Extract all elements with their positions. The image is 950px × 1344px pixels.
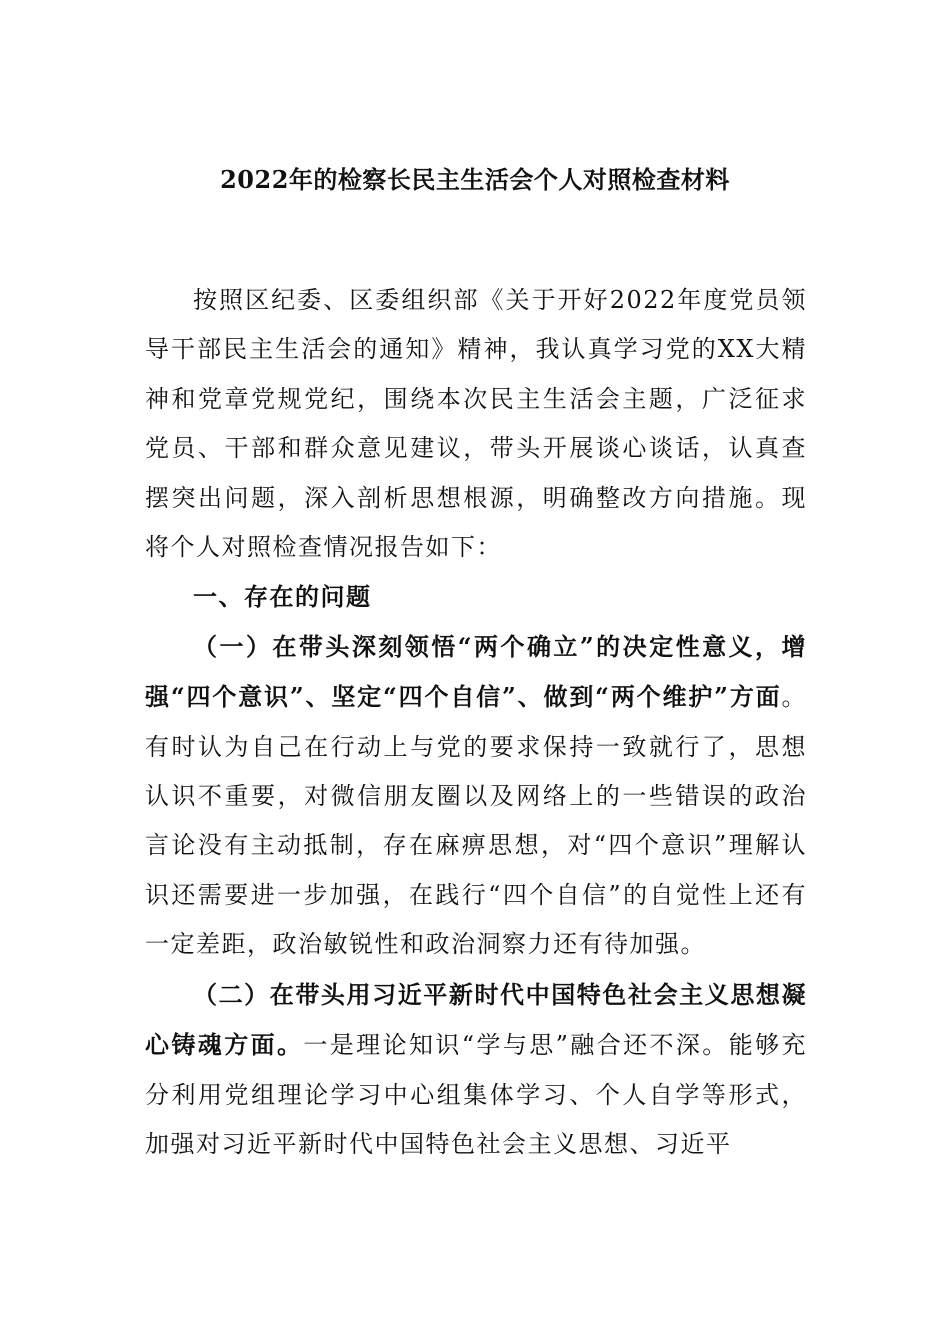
document-body: [145, 276, 807, 1169]
problem-item-1-lead: （一）在带头深刻领悟“两个确立”的决定性意义，增强“四个意识”、坚定“四个自信”、做到“两个维护”方面: [145, 631, 807, 712]
section-heading-problems: 一、存在的问题: [193, 582, 372, 612]
intro-paragraph: 按照区纪委、区委组织部《关于开好2022年度党员领导干部民主生活会的通知》精神，我认真学习党的XX大精神和党章党规党纪，围绕本次民主生活会主题，广泛征求党员、干部和群众意见建议，带头开展谈心谈话，认真查摆突出问题，深入剖析思想根源，明确整改方向措施。现将个人对照检查情况报告如下：: [145, 286, 807, 562]
problem-item-2-text: 一是理论知识“学与思”融合还不深。能够充分利用党组理论学习中心组集体学习、个人自学等形式，加强对习近平新时代中国特色社会主义思想、习近平: [145, 1031, 807, 1158]
document-title: 2022年的检察长民主生活会个人对照检查材料: [220, 165, 730, 194]
problem-item-2-lead: （二）在带头用习近平新时代中国特色社会主义思想凝心铸魂方面。: [145, 979, 807, 1060]
problem-item-1-text: 。有时认为自己在行动上与党的要求保持一致就行了，思想认识不重要，对微信朋友圈以及网络上的一些错误的政治言论没有主动抵制，存在麻痹思想，对“四个意识”理解认识还需要进一步加强，在践行“四个自信”的自觉性上还有一定差距，政治敏锐性和政治洞察力还有待加强。: [145, 683, 807, 959]
problem-item-1: [145, 622, 807, 970]
problem-item-2: [145, 970, 807, 1170]
